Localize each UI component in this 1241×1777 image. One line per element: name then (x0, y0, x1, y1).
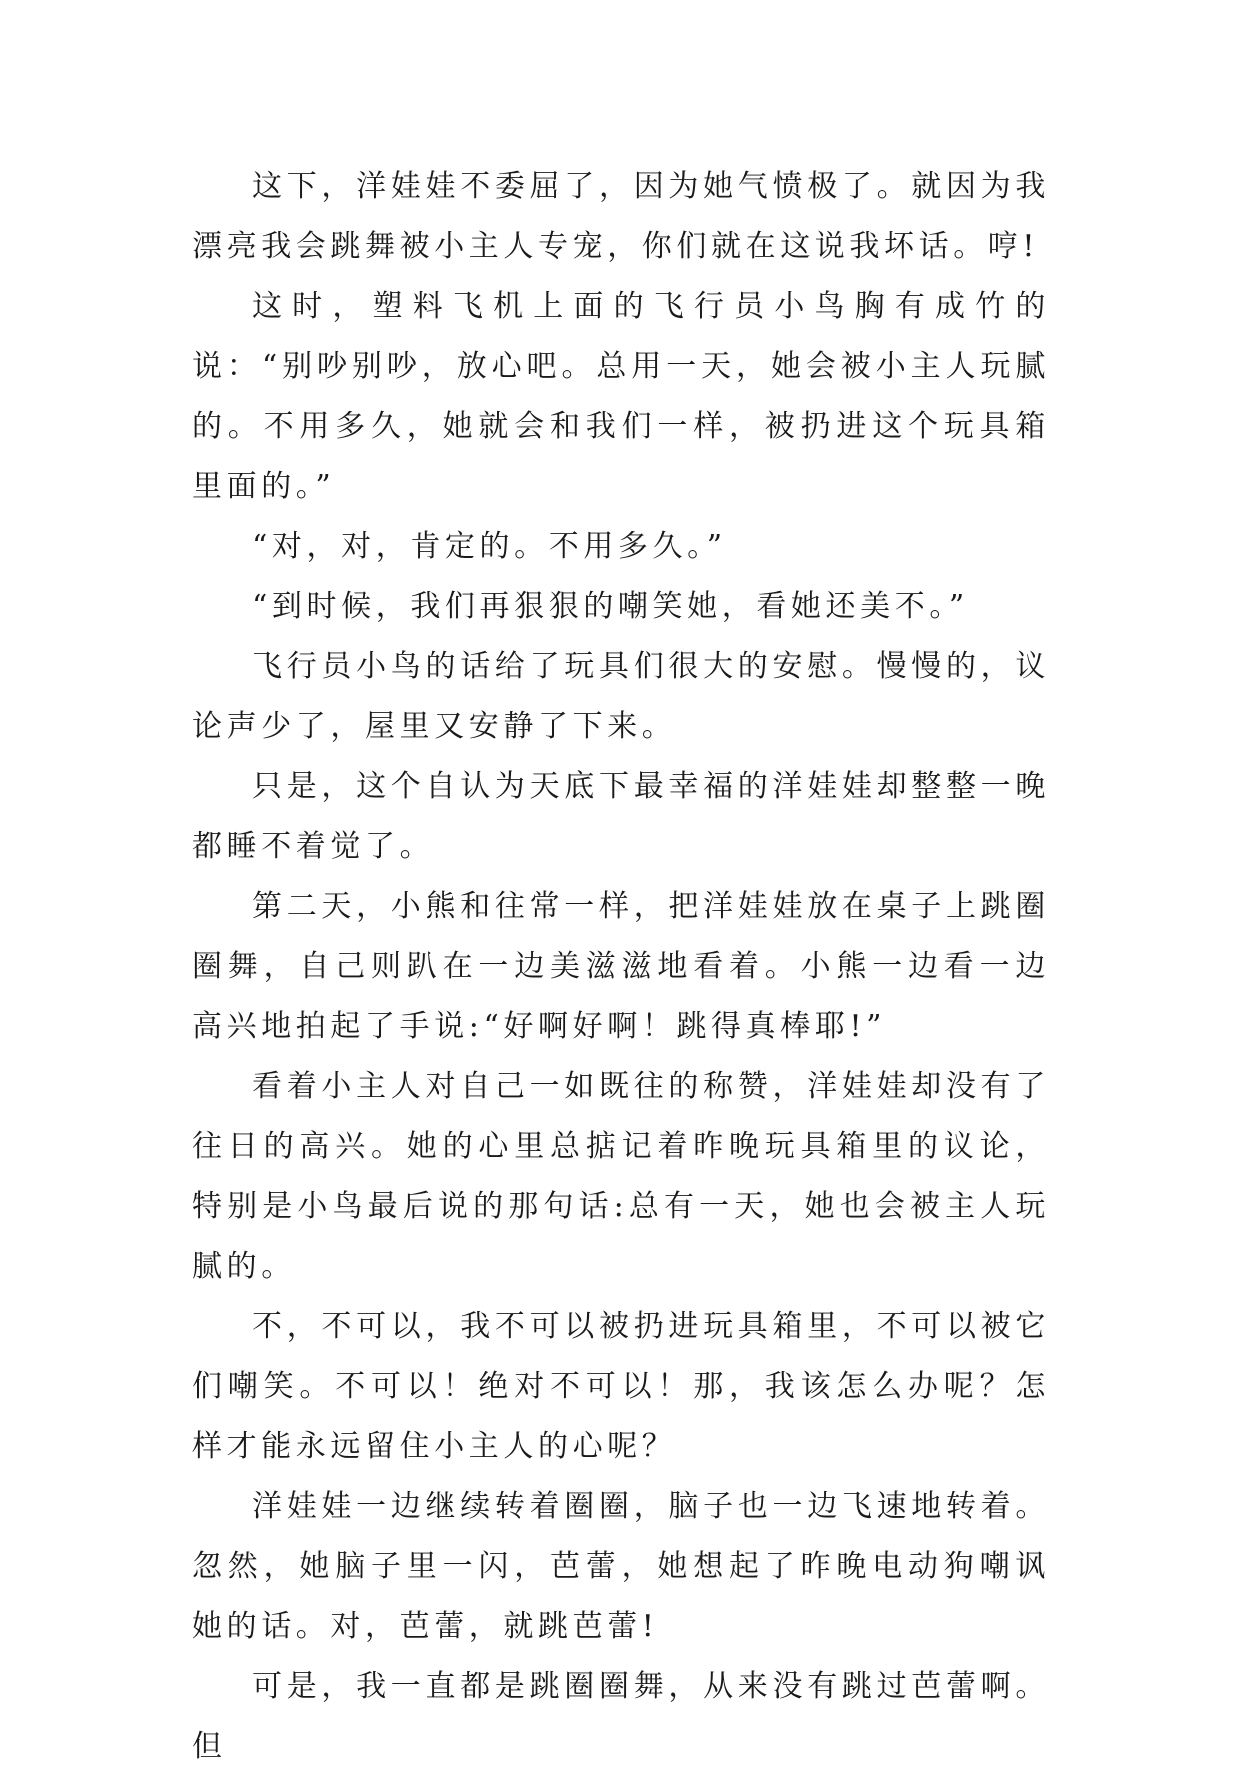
paragraph-9: 不，不可以，我不可以被扔进玩具箱里，不可以被它们嘲笑。不可以！绝对不可以！那，我该怎么办呢？怎样才能永远留住小主人的心呢？ (192, 1309, 1050, 1464)
paragraph-10: 洋娃娃一边继续转着圈圈，脑子也一边飞速地转着。忽然，她脑子里一闪，芭蕾，她想起了昨晚电动狗嘲讽她的话。对，芭蕾，就跳芭蕾! (192, 1489, 1050, 1644)
paragraph-5: 飞行员小鸟的话给了玩具们很大的安慰。慢慢的，议论声少了，屋里又安静了下来。 (192, 649, 1050, 744)
body-text (192, 157, 1050, 1777)
paragraph-8: 看着小主人对自己一如既往的称赞，洋娃娃却没有了往日的高兴。她的心里总掂记着昨晚玩具箱里的议论，特别是小鸟最后说的那句话:总有一天，她也会被主人玩腻的。 (192, 1069, 1050, 1284)
paragraph-11: 可是，我一直都是跳圈圈舞，从来没有跳过芭蕾啊。但 (192, 1669, 1050, 1764)
paragraph-6: 只是，这个自认为天底下最幸福的洋娃娃却整整一晚都睡不着觉了。 (192, 769, 1050, 864)
paragraph-4: “到时候，我们再狠狠的嘲笑她，看她还美不。” (252, 589, 969, 624)
paragraph-2: 这时，塑料飞机上面的飞行员小鸟胸有成竹的说：“别吵别吵，放心吧。总用一天，她会被小主人玩腻的。不用多久，她就会和我们一样，被扔进这个玩具箱里面的。” (192, 289, 1050, 504)
paragraph-3: “对，对，肯定的。不用多久。” (252, 529, 727, 564)
paragraph-7: 第二天，小熊和往常一样，把洋娃娃放在桌子上跳圈圈舞，自己则趴在一边美滋滋地看着。小熊一边看一边高兴地拍起了手说:“好啊好啊！跳得真棒耶!” (192, 889, 1050, 1044)
paragraph-1: 这下，洋娃娃不委屈了，因为她气愤极了。就因为我漂亮我会跳舞被小主人专宠，你们就在这说我坏话。哼! (192, 169, 1050, 264)
